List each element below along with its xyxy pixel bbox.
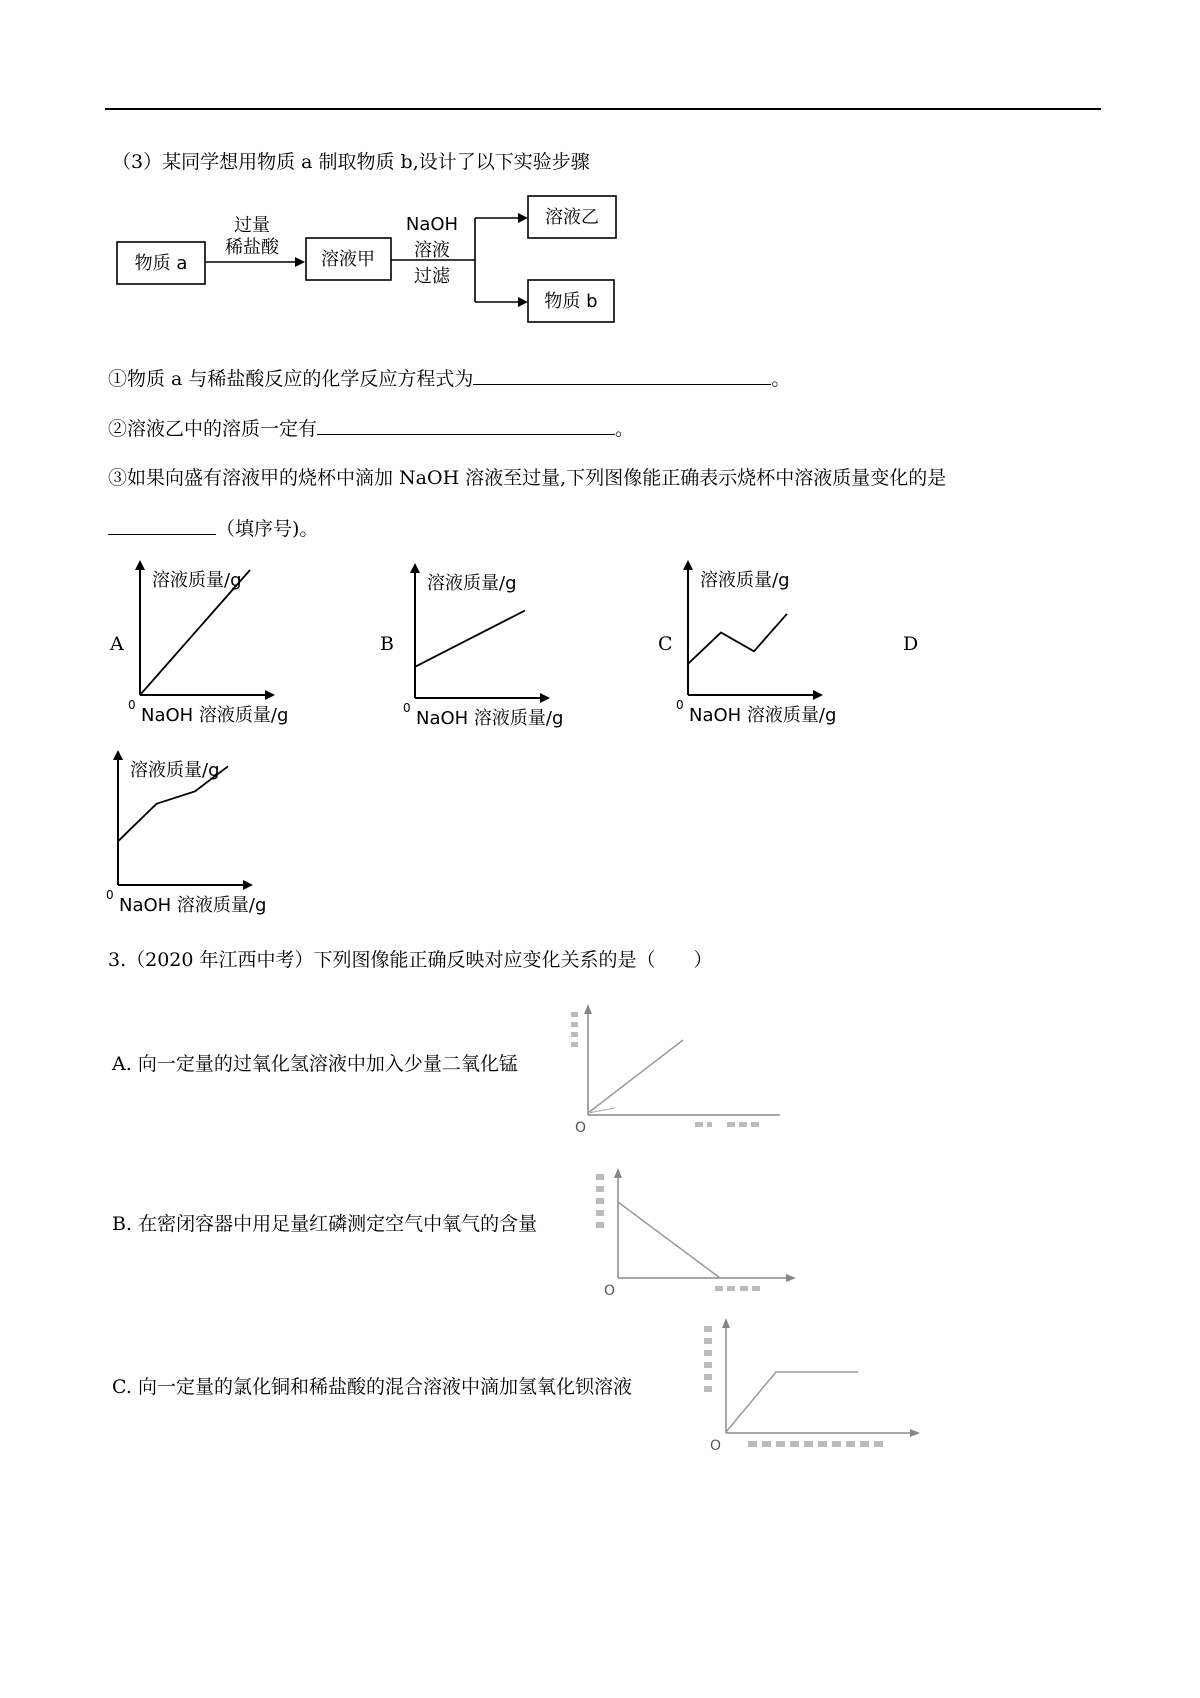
q3c-y-arrow bbox=[722, 1318, 730, 1328]
arrow2-label-1: NaOH bbox=[405, 214, 459, 235]
option-label-a: A bbox=[110, 633, 124, 655]
arrow1-top-label: 过量 bbox=[234, 215, 270, 236]
graph-c-x-arrow bbox=[813, 690, 823, 700]
graph-b-x-arrow bbox=[540, 693, 550, 703]
item-3-cont-text: （填序号)。 bbox=[216, 518, 319, 540]
q3-option-a-text: 向一定量的过氧化氢溶液中加入少量二氧化锰 bbox=[137, 1053, 518, 1075]
q3-option-a bbox=[112, 1052, 518, 1076]
q3-option-c-label: C. bbox=[112, 1376, 132, 1398]
q3b-xlabel-marks bbox=[715, 1286, 760, 1291]
q3-graph-c bbox=[696, 1310, 926, 1455]
q3-option-b bbox=[112, 1212, 537, 1236]
q3a-series bbox=[588, 1040, 683, 1113]
graph-c-y-arrow bbox=[683, 560, 693, 570]
graph-b bbox=[405, 553, 605, 743]
graph-b-xlabel: NaOH 溶液质量/g bbox=[416, 708, 564, 729]
q3a-y-arrow bbox=[584, 1004, 592, 1014]
item-1-text: ①物质 a 与稀盐酸反应的化学反应方程式为 bbox=[108, 368, 474, 390]
option-label-d: D bbox=[903, 633, 919, 655]
option-label-c: C bbox=[658, 633, 673, 655]
graph-c bbox=[678, 550, 878, 740]
branch-bottom-head bbox=[518, 297, 528, 307]
branch-top-head bbox=[518, 213, 528, 223]
graph-b-ylabel: 溶液质量/g bbox=[427, 573, 517, 594]
q3-option-c bbox=[112, 1375, 632, 1399]
q3-option-b-label: B. bbox=[112, 1213, 133, 1235]
item-2-text: ②溶液乙中的溶质一定有 bbox=[108, 418, 318, 440]
q3c-origin: O bbox=[710, 1438, 722, 1454]
q3c-x-arrow bbox=[910, 1429, 920, 1437]
graph-c-ylabel: 溶液质量/g bbox=[700, 570, 790, 591]
q3-option-b-text: 在密闭容器中用足量红磷测定空气中氧气的含量 bbox=[138, 1213, 538, 1235]
graph-c-xlabel: NaOH 溶液质量/g bbox=[689, 705, 837, 726]
answer-blank-2[interactable] bbox=[317, 416, 615, 435]
graph-b-series bbox=[415, 611, 525, 667]
top-rule bbox=[105, 108, 1101, 110]
q3-stem: 3.（2020 年江西中考）下列图像能正确反映对应变化关系的是（ ） bbox=[108, 949, 713, 971]
graph-a-x-arrow bbox=[265, 690, 275, 700]
graph-d-y-arrow bbox=[113, 750, 123, 760]
graph-a-xlabel: NaOH 溶液质量/g bbox=[141, 705, 289, 726]
item-1 bbox=[108, 366, 790, 391]
q3a-xlabel-marks bbox=[695, 1122, 759, 1127]
q3b-x-arrow bbox=[786, 1274, 796, 1282]
q3b-y-arrow bbox=[614, 1168, 622, 1178]
q3-option-a-label: A. bbox=[112, 1053, 132, 1075]
node-a-label: 物质 a bbox=[134, 253, 188, 274]
graph-c-origin: 0 bbox=[676, 698, 684, 712]
graph-d-ylabel: 溶液质量/g bbox=[130, 760, 220, 781]
q3c-ylabel-marks bbox=[704, 1326, 712, 1392]
q3b-ylabel-marks bbox=[596, 1174, 604, 1228]
q3-graph-b bbox=[590, 1160, 805, 1300]
graph-a bbox=[130, 550, 330, 740]
item-1-end: 。 bbox=[771, 368, 791, 390]
graph-d-origin: 0 bbox=[106, 888, 114, 902]
item-2 bbox=[108, 416, 634, 441]
graph-d bbox=[108, 740, 308, 930]
answer-blank-1[interactable] bbox=[473, 366, 771, 385]
graph-b-y-arrow bbox=[410, 563, 420, 573]
graph-c-series bbox=[688, 614, 787, 664]
arrow1-bottom-label: 稀盐酸 bbox=[225, 237, 279, 258]
item-3: ③如果向盛有溶液甲的烧杯中滴加 NaOH 溶液至过量,下列图像能正确表示烧杯中溶液质量变化的是 bbox=[108, 467, 947, 489]
q3-graph-a bbox=[565, 1000, 790, 1135]
graph-d-x-arrow bbox=[243, 880, 253, 890]
graph-a-origin: 0 bbox=[128, 698, 136, 712]
graph-b-origin: 0 bbox=[403, 701, 411, 715]
item-2-end: 。 bbox=[615, 418, 635, 440]
q3b-origin: O bbox=[604, 1283, 616, 1299]
graph-a-ylabel: 溶液质量/g bbox=[152, 570, 242, 591]
arrow2-label-2: 溶液 bbox=[414, 240, 450, 261]
option-label-b: B bbox=[380, 633, 394, 655]
q3c-xlabel-marks bbox=[748, 1441, 883, 1447]
q3b-series bbox=[618, 1202, 720, 1278]
q3-part-intro: （3）某同学想用物质 a 制取物质 b,设计了以下实验步骤 bbox=[112, 151, 590, 173]
node-b-label: 物质 b bbox=[544, 291, 598, 312]
arrow2-label-3: 过滤 bbox=[414, 266, 450, 287]
q3a-origin: O bbox=[575, 1120, 587, 1136]
flow-diagram bbox=[100, 190, 680, 350]
graph-a-y-arrow bbox=[135, 560, 145, 570]
q3-option-c-text: 向一定量的氯化铜和稀盐酸的混合溶液中滴加氢氧化钡溶液 bbox=[137, 1376, 632, 1398]
q3a-ylabel-marks bbox=[571, 1012, 578, 1047]
node-jia-label: 溶液甲 bbox=[321, 249, 375, 270]
graph-d-xlabel: NaOH 溶液质量/g bbox=[119, 895, 267, 916]
node-yi-label: 溶液乙 bbox=[545, 207, 599, 228]
answer-blank-3[interactable] bbox=[108, 516, 216, 535]
q3c-series bbox=[726, 1372, 858, 1432]
item-3-cont bbox=[108, 516, 318, 541]
arrow1-head bbox=[295, 257, 305, 267]
